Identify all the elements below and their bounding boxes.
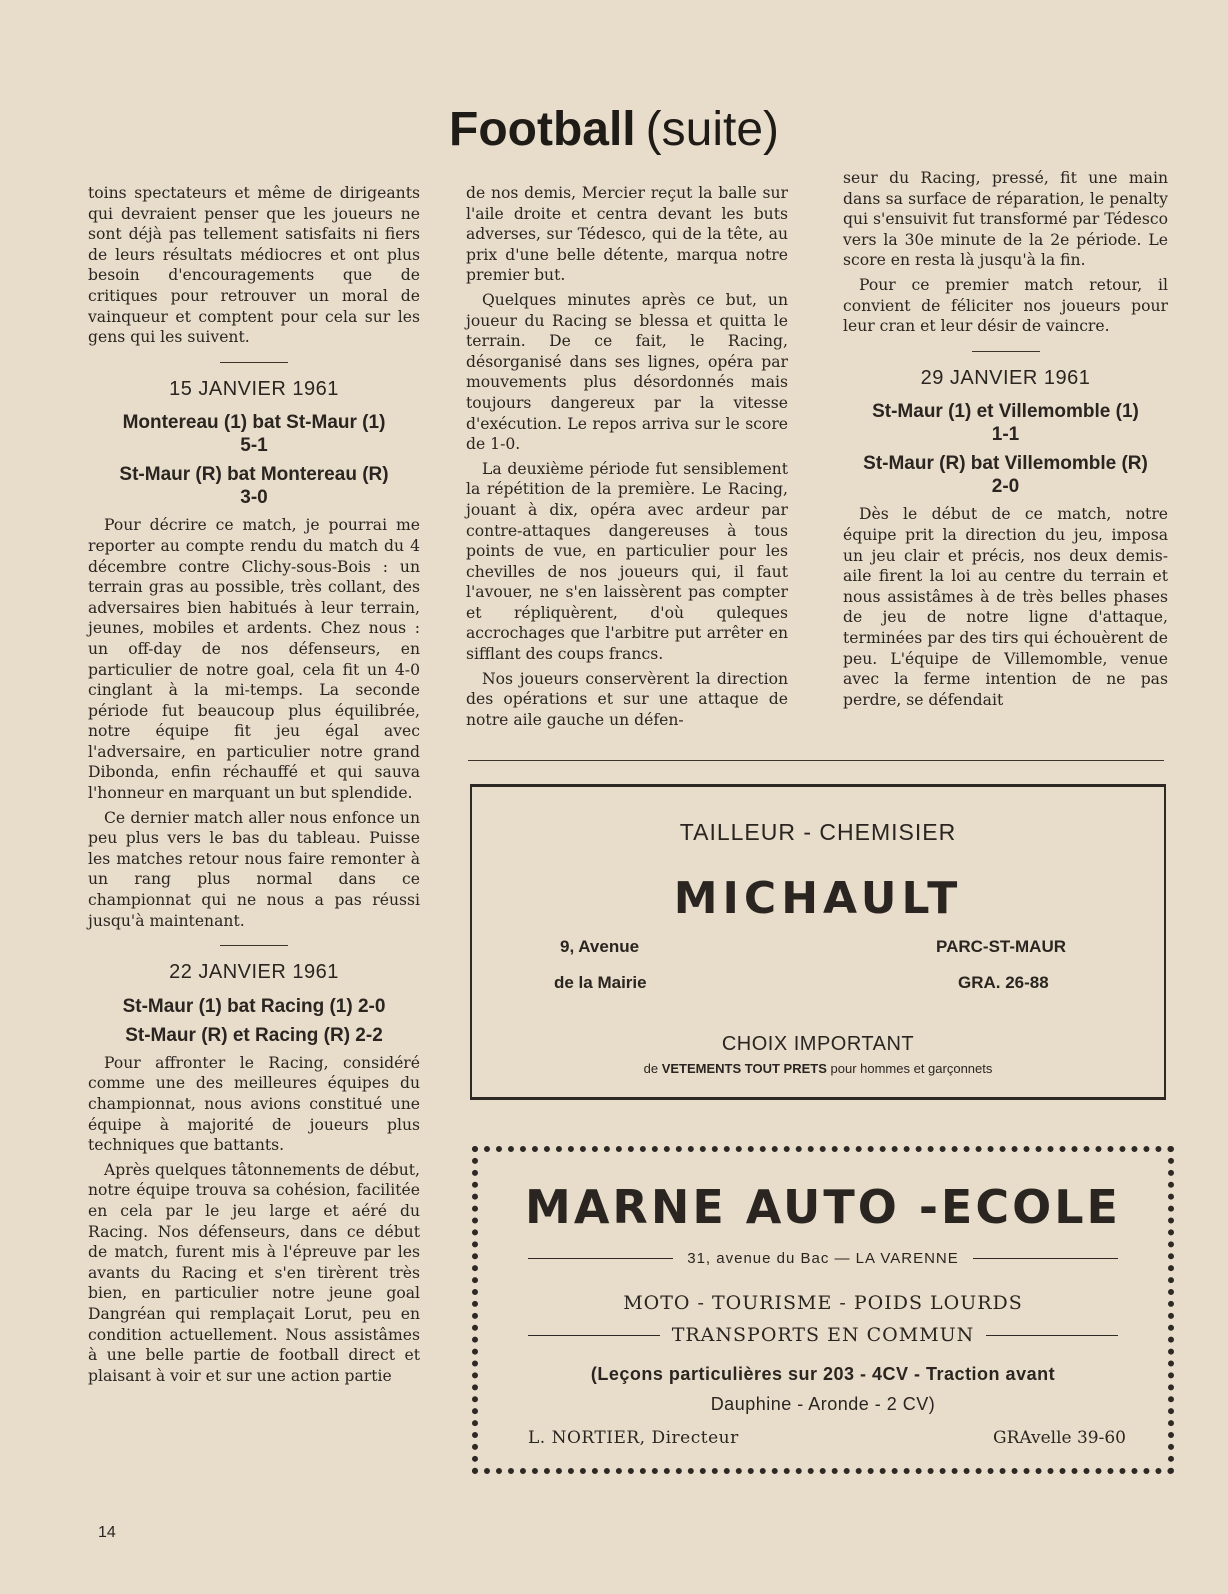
ad-services-2: TRANSPORTS EN COMMUN <box>671 1324 975 1346</box>
rule-line <box>986 1335 1118 1336</box>
ad-brand-name: MICHAULT <box>673 873 963 924</box>
match-result: St-Maur (1) bat Racing (1) 2-0 <box>122 995 386 1017</box>
advertisement-michault <box>470 784 1166 1100</box>
ad-phone: GRAvelle 39-60 <box>993 1428 1126 1448</box>
article-column-2 <box>466 183 788 734</box>
ad-tagline: TAILLEUR - CHEMISIER <box>679 819 957 845</box>
paragraph: Dès le début de ce match, notre équipe prit la direction du jeu, imposa un jeu clair et précis, nos deux demis-aile firent la loi au centre du terrain et nous assistâmes à de très belles phases de jeu de notre ligne d'attaque, terminées par des tirs qui échouèrent de peu. L'équipe de Villemomble, venue avec la ferme intention de ne pas perdre, se défendait <box>843 505 1168 709</box>
ad-address-line: de la Mairie <box>554 973 647 992</box>
match-result <box>88 463 420 509</box>
title-suite: (suite) <box>645 103 779 156</box>
paragraph: Ce dernier match aller nous enfonce un peu plus vers le bas du tableau. Puisse les matches retour nous faire remonter à un rang plus normal dans ce championnat qui ne nous a pas réussi jusqu'à maintenant. <box>88 808 420 930</box>
result-score: 3-0 <box>240 487 268 509</box>
paragraph: La deuxième période fut sensiblement la répétition de la première. Le Racing, jouant à dix, opéra avec ardeur par contre-attaques dangereuses à tous points de vue, en particulier pour les chevilles de nos joueurs qui, il faut l'avouer, ne s'en laissèrent pas compter et répliquèrent, d'où quleques accrochages que l'arbitre put arrêter en sifflant des coups francs. <box>466 459 788 664</box>
title-main: Football <box>449 103 636 156</box>
ad-address: 31, avenue du Bac — LA VARENNE <box>687 1250 959 1267</box>
result-score: 2-0 <box>991 476 1020 498</box>
ad-address-line: 9, Avenue <box>560 937 640 956</box>
result-score: 1-1 <box>991 424 1020 446</box>
column-separator-line <box>468 760 1164 761</box>
result-teams: Montereau (1) bat St-Maur (1) <box>122 412 386 434</box>
paragraph: seur du Racing, pressé, fit une main dans sa surface de réparation, le penalty qui s'ensuivit fut transformé par Tédesco vers la 30e minute de la 2e période. Le score en resta là jusqu'à la fin. <box>843 169 1168 270</box>
article-column-1 <box>88 183 420 1390</box>
match-result <box>88 411 420 457</box>
paragraph: toins spectateurs et même de dirigeants qui devraient penser que les joueurs ne sont déjà pas tellement satisfaits ni fiers de leurs résultats médiocres et ont plus besoin d'encouragements que de critiques pour retrouver un moral de vainqueur et comptent pour cela sur les gens qui les suivent. <box>88 184 420 347</box>
ad-phone: GRA. 26-88 <box>958 973 1049 992</box>
match-date: 29 JANVIER 1961 <box>920 366 1091 389</box>
page-number: 14 <box>98 1524 116 1541</box>
ad-subline-bold: VETEMENTS TOUT PRETS <box>661 1061 827 1076</box>
match-date: 15 JANVIER 1961 <box>169 377 339 400</box>
ad-address-row <box>528 1250 1118 1267</box>
match-result <box>843 452 1168 498</box>
ad-lessons: (Leçons particulières sur 203 - 4CV - Traction avant <box>590 1364 1056 1384</box>
ad-brand-name: MARNE AUTO -ECOLE <box>525 1180 1121 1234</box>
paragraph: de nos demis, Mercier reçut la balle sur l'aile droite et centra devant les buts adverses, sur Tédesco, qui de la tête, au prix d'une belle détente, marqua notre premier but. <box>466 184 788 285</box>
section-divider <box>220 362 288 363</box>
section-divider <box>220 945 288 946</box>
result-score: 5-1 <box>240 435 268 457</box>
paragraph: Pour ce premier match retour, il convient de féliciter nos joueurs pour leur cran et leur désir de vaincre. <box>843 275 1168 336</box>
result-teams: St-Maur (R) bat Montereau (R) <box>119 464 389 486</box>
ad-heading: CHOIX IMPORTANT <box>721 1033 915 1055</box>
ad-city: PARC-ST-MAUR <box>936 937 1067 956</box>
ad-car-models: Dauphine - Aronde - 2 CV) <box>710 1394 936 1414</box>
paragraph: Quelques minutes après ce but, un joueur du Racing se blessa et quitta le terrain. De ce fait, le Racing, désorganisé dans ses lignes, opéra par mouvements plus désordonnés mais toujours dangereux par la vitesse d'exécution. Le repos arriva sur le score de 1-0. <box>466 290 788 454</box>
paragraph: Nos joueurs conservèrent la direction des opérations et sur une attaque de notre aile gauche un défen- <box>466 669 788 729</box>
ad-subline-post: pour hommes et garçonnets <box>830 1061 993 1076</box>
match-date: 22 JANVIER 1961 <box>169 961 339 984</box>
ad-services-row <box>528 1324 1118 1346</box>
rule-line <box>528 1335 660 1336</box>
ad-director: L. NORTIER, Directeur <box>528 1428 739 1448</box>
ad-services: MOTO - TOURISME - POIDS LOURDS <box>623 1292 1023 1314</box>
section-divider <box>972 351 1040 352</box>
advertisement-marne-auto-ecole <box>472 1146 1174 1474</box>
rule-line <box>528 1258 673 1259</box>
result-teams: St-Maur (R) bat Villemomble (R) <box>863 453 1148 475</box>
paragraph: Pour décrire ce match, je pourrai me reporter au compte rendu du match du 4 décembre contre Clichy-sous-Bois : un terrain gras au possible, très collant, des adversaires bien habitués à leur terrain, jeunes, mobiles et ardents. Chez nous : un off-day de nos défenseurs, en particulier de notre goal, cela fit un 4-0 cinglant à la mi-temps. La seconde période fut beaucoup plus équilibrée, notre équipe fit jeu égal avec l'adversaire, en particulier notre grand Dibonda, enfin réchauffé et qui sauva l'honneur en marquant un but splendide. <box>88 516 420 803</box>
page-title <box>0 102 1228 157</box>
article-column-3 <box>843 168 1168 714</box>
ad-subline-pre: de <box>643 1061 659 1076</box>
rule-line <box>973 1258 1118 1259</box>
match-result <box>843 400 1168 446</box>
match-result: St-Maur (R) et Racing (R) 2-2 <box>125 1024 383 1046</box>
ad-subline <box>472 1061 1164 1076</box>
result-teams: St-Maur (1) et Villemomble (1) <box>872 401 1139 423</box>
paragraph: Pour affronter le Racing, considéré comme une des meilleures équipes du championnat, nous avions constitué une équipe à majorité de joueurs plus techniques que battants. <box>88 1053 420 1155</box>
paragraph: Après quelques tâtonnements de début, notre équipe trouva sa cohésion, facilitée en cela par le jeu large et aéré du Racing. Nos défenseurs, dans ce début de match, furent mis à l'épreuve par les avants du Racing et s'en tirèrent très bien, en particulier notre jeune goal Dangréan qui remplaçait Lorut, peu en condition actuellement. Nous assistâmes à une belle partie de football direct et plaisant à voir et sur une action partie <box>88 1160 420 1385</box>
